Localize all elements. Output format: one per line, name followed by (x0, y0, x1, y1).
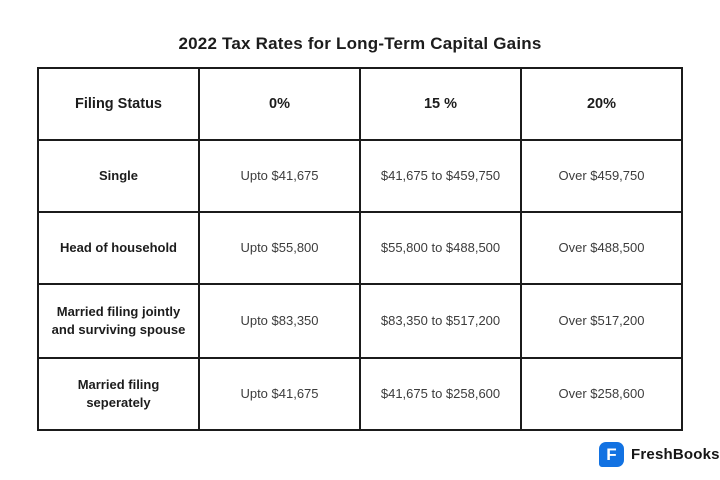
table-cell: Upto $41,675 (199, 140, 360, 212)
table-cell: $55,800 to $488,500 (360, 212, 521, 284)
table-cell: Over $258,600 (521, 358, 682, 430)
freshbooks-logo (599, 442, 720, 467)
table-cell: Upto $41,675 (199, 358, 360, 430)
table-row-married-separately (38, 358, 682, 430)
table-header-row (38, 68, 682, 140)
table-cell: Upto $55,800 (199, 212, 360, 284)
table-cell: $41,675 to $459,750 (360, 140, 521, 212)
table-cell: Over $517,200 (521, 284, 682, 358)
table-cell: $41,675 to $258,600 (360, 358, 521, 430)
row-label: Married filing seperately (38, 358, 199, 430)
table-cell: Over $488,500 (521, 212, 682, 284)
page-title: 2022 Tax Rates for Long-Term Capital Gains (178, 34, 542, 53)
table-row-married-jointly (38, 284, 682, 358)
table-row-single (38, 140, 682, 212)
table-cell: Over $459,750 (521, 140, 682, 212)
row-label: Single (38, 140, 199, 212)
row-label: Married filing jointly and surviving spouse (38, 284, 199, 358)
table-cell: $83,350 to $517,200 (360, 284, 521, 358)
freshbooks-brand-name: FreshBooks (631, 446, 720, 463)
table-row-head-of-household (38, 212, 682, 284)
header-cell-filing-status: Filing Status (38, 68, 199, 140)
header-cell-15-percent: 15 % (360, 68, 521, 140)
tax-rates-table (37, 67, 683, 431)
table-cell: Upto $83,350 (199, 284, 360, 358)
row-label: Head of household (38, 212, 199, 284)
header-cell-0-percent: 0% (199, 68, 360, 140)
header-cell-20-percent: 20% (521, 68, 682, 140)
table-header (38, 68, 682, 140)
table-body (38, 140, 682, 430)
freshbooks-f-icon: F (599, 442, 624, 467)
